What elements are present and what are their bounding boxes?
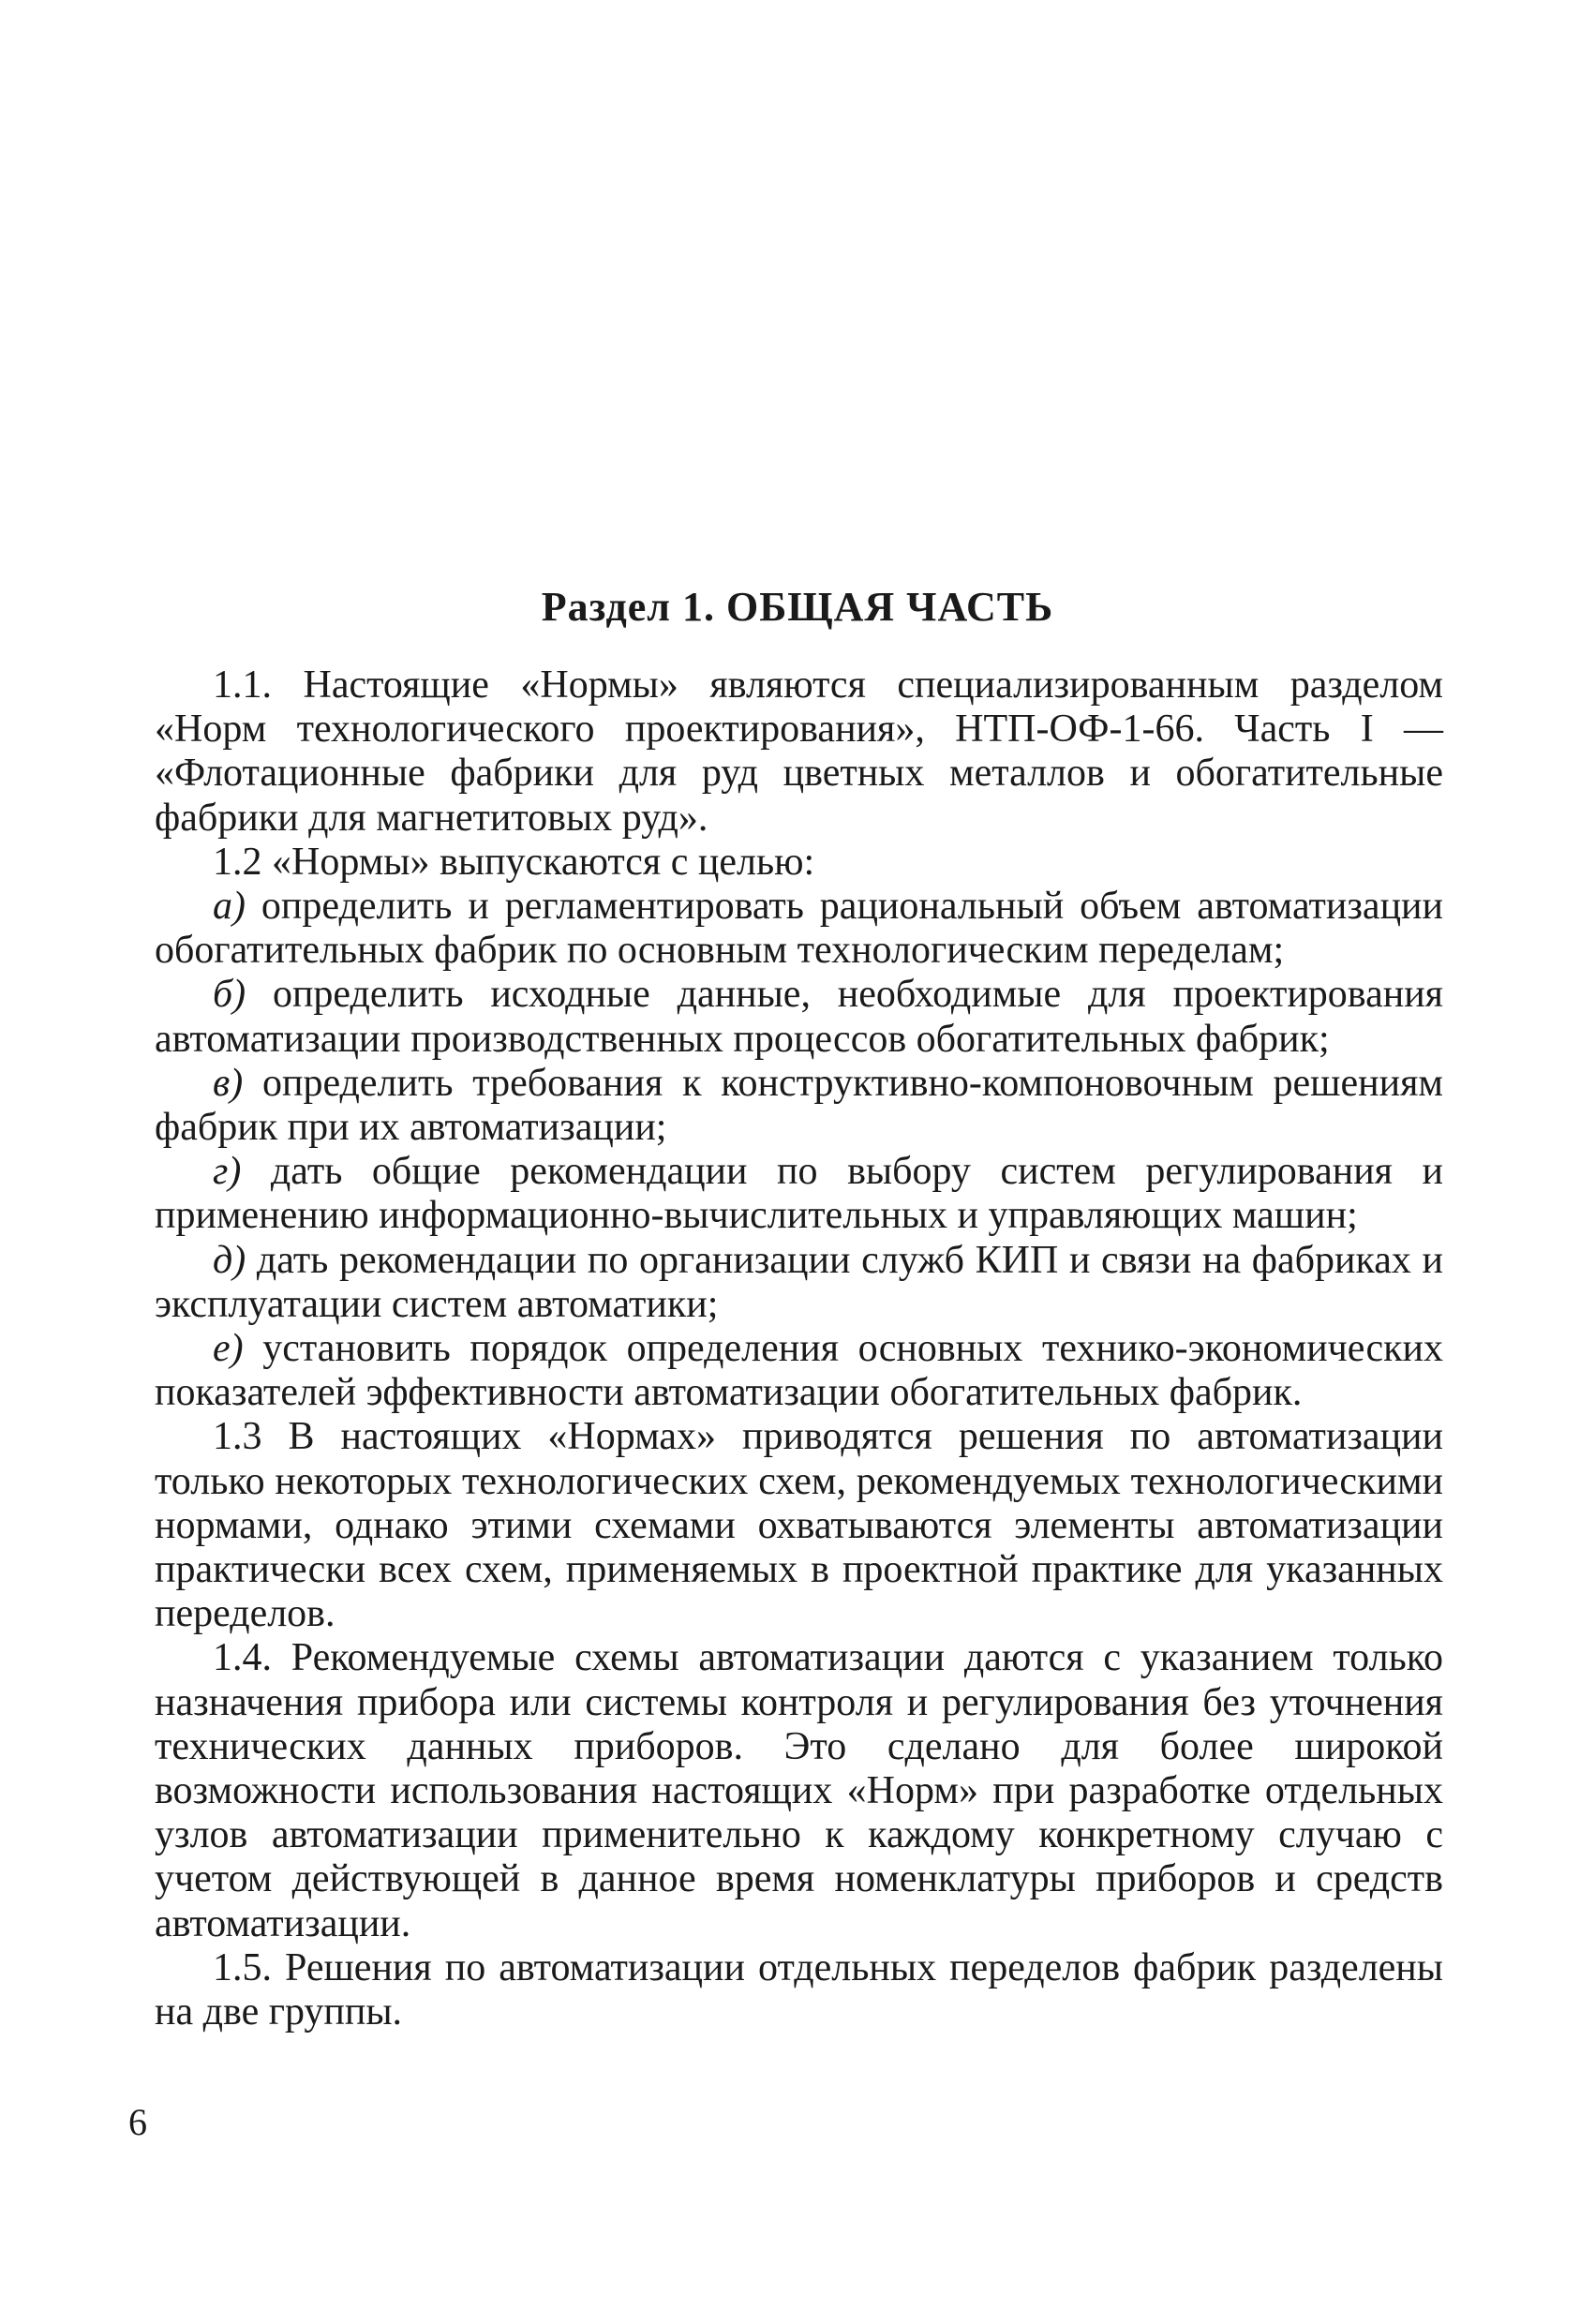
list-item-text: определить и регламентировать рациональный объем автоматизации обогатительных фабрик по основным технологическим переделам;	[155, 885, 1443, 973]
section-title: Раздел 1. ОБЩАЯ ЧАСТЬ	[541, 584, 1054, 630]
page-number: 6	[128, 2101, 147, 2143]
paragraph-1-3	[155, 1415, 1443, 1636]
list-marker: а)	[213, 885, 246, 929]
list-item-v	[155, 1062, 1443, 1150]
paragraph-number: 1.5.	[213, 1945, 272, 1989]
list-item-text: дать рекомендации по организации служб КИП и связи на фабриках и эксплуатации систем автоматики;	[155, 1238, 1443, 1326]
body-text	[155, 663, 1443, 2034]
list-item-text: установить порядок определения основных технико-экономических показателей эффективности автоматизации обогатительных фабрик.	[155, 1327, 1444, 1415]
paragraph-text: Настоящие «Нормы» являются специализированным разделом «Норм технологического проектирования», НТП-ОФ-1-66. Часть I — «Флотационные фабрики для руд цветных металлов и обогатительные фабрики для магнетитовых руд».	[155, 663, 1444, 840]
paragraph-number: 1.1.	[213, 663, 272, 707]
list-item-b	[155, 973, 1443, 1061]
paragraph-number: 1.2	[213, 840, 262, 884]
paragraph-number: 1.3	[213, 1415, 262, 1459]
list-item-g	[155, 1150, 1443, 1238]
paragraph-1-1	[155, 663, 1443, 841]
list-item-a	[155, 885, 1443, 973]
list-item-text: дать общие рекомендации по выбору систем регулирования и применению информационно-вычислительных и управляющих машин;	[155, 1150, 1444, 1238]
paragraph-number: 1.4.	[213, 1636, 272, 1680]
list-marker: б)	[213, 973, 246, 1017]
list-item-d	[155, 1239, 1443, 1327]
list-item-text: определить исходные данные, необходимые для проектирования автоматизации производственных процессов обогатительных фабрик;	[155, 973, 1443, 1061]
paragraph-text: В настоящих «Нормах» приводятся решения по автоматизации только некоторых технологических схем, рекомендуемых технологическими нормами, однако этими схемами охватываются элементы автоматизации практически всех схем, применяемых в проектной практике для указанных переделов.	[155, 1415, 1444, 1636]
list-marker: е)	[213, 1327, 244, 1371]
paragraph-1-2	[155, 841, 1443, 885]
list-item-text: определить требования к конструктивно-компоновочным решениям фабрик при их автоматизации;	[155, 1061, 1444, 1150]
list-marker: в)	[213, 1061, 244, 1105]
paragraph-text: «Нормы» выпускаются с целью:	[272, 840, 815, 884]
paragraph-1-5	[155, 1946, 1443, 2034]
list-marker: г)	[213, 1150, 242, 1194]
paragraph-1-4	[155, 1636, 1443, 1945]
list-item-e	[155, 1327, 1443, 1415]
paragraph-text: Решения по автоматизации отдельных переделов фабрик разделены на две группы.	[155, 1945, 1443, 2034]
paragraph-text: Рекомендуемые схемы автоматизации даются с указанием только назначения прибора или системы контроля и регулирования без уточнения технических данных приборов. Это сделано для более широкой возможности использования настоящих «Норм» при разработке отдельных узлов автоматизации применительно к каждому конкретному случаю с учетом действующей в данное время номенклатуры приборов и средств автоматизации.	[155, 1636, 1444, 1945]
list-marker: д)	[213, 1238, 246, 1282]
